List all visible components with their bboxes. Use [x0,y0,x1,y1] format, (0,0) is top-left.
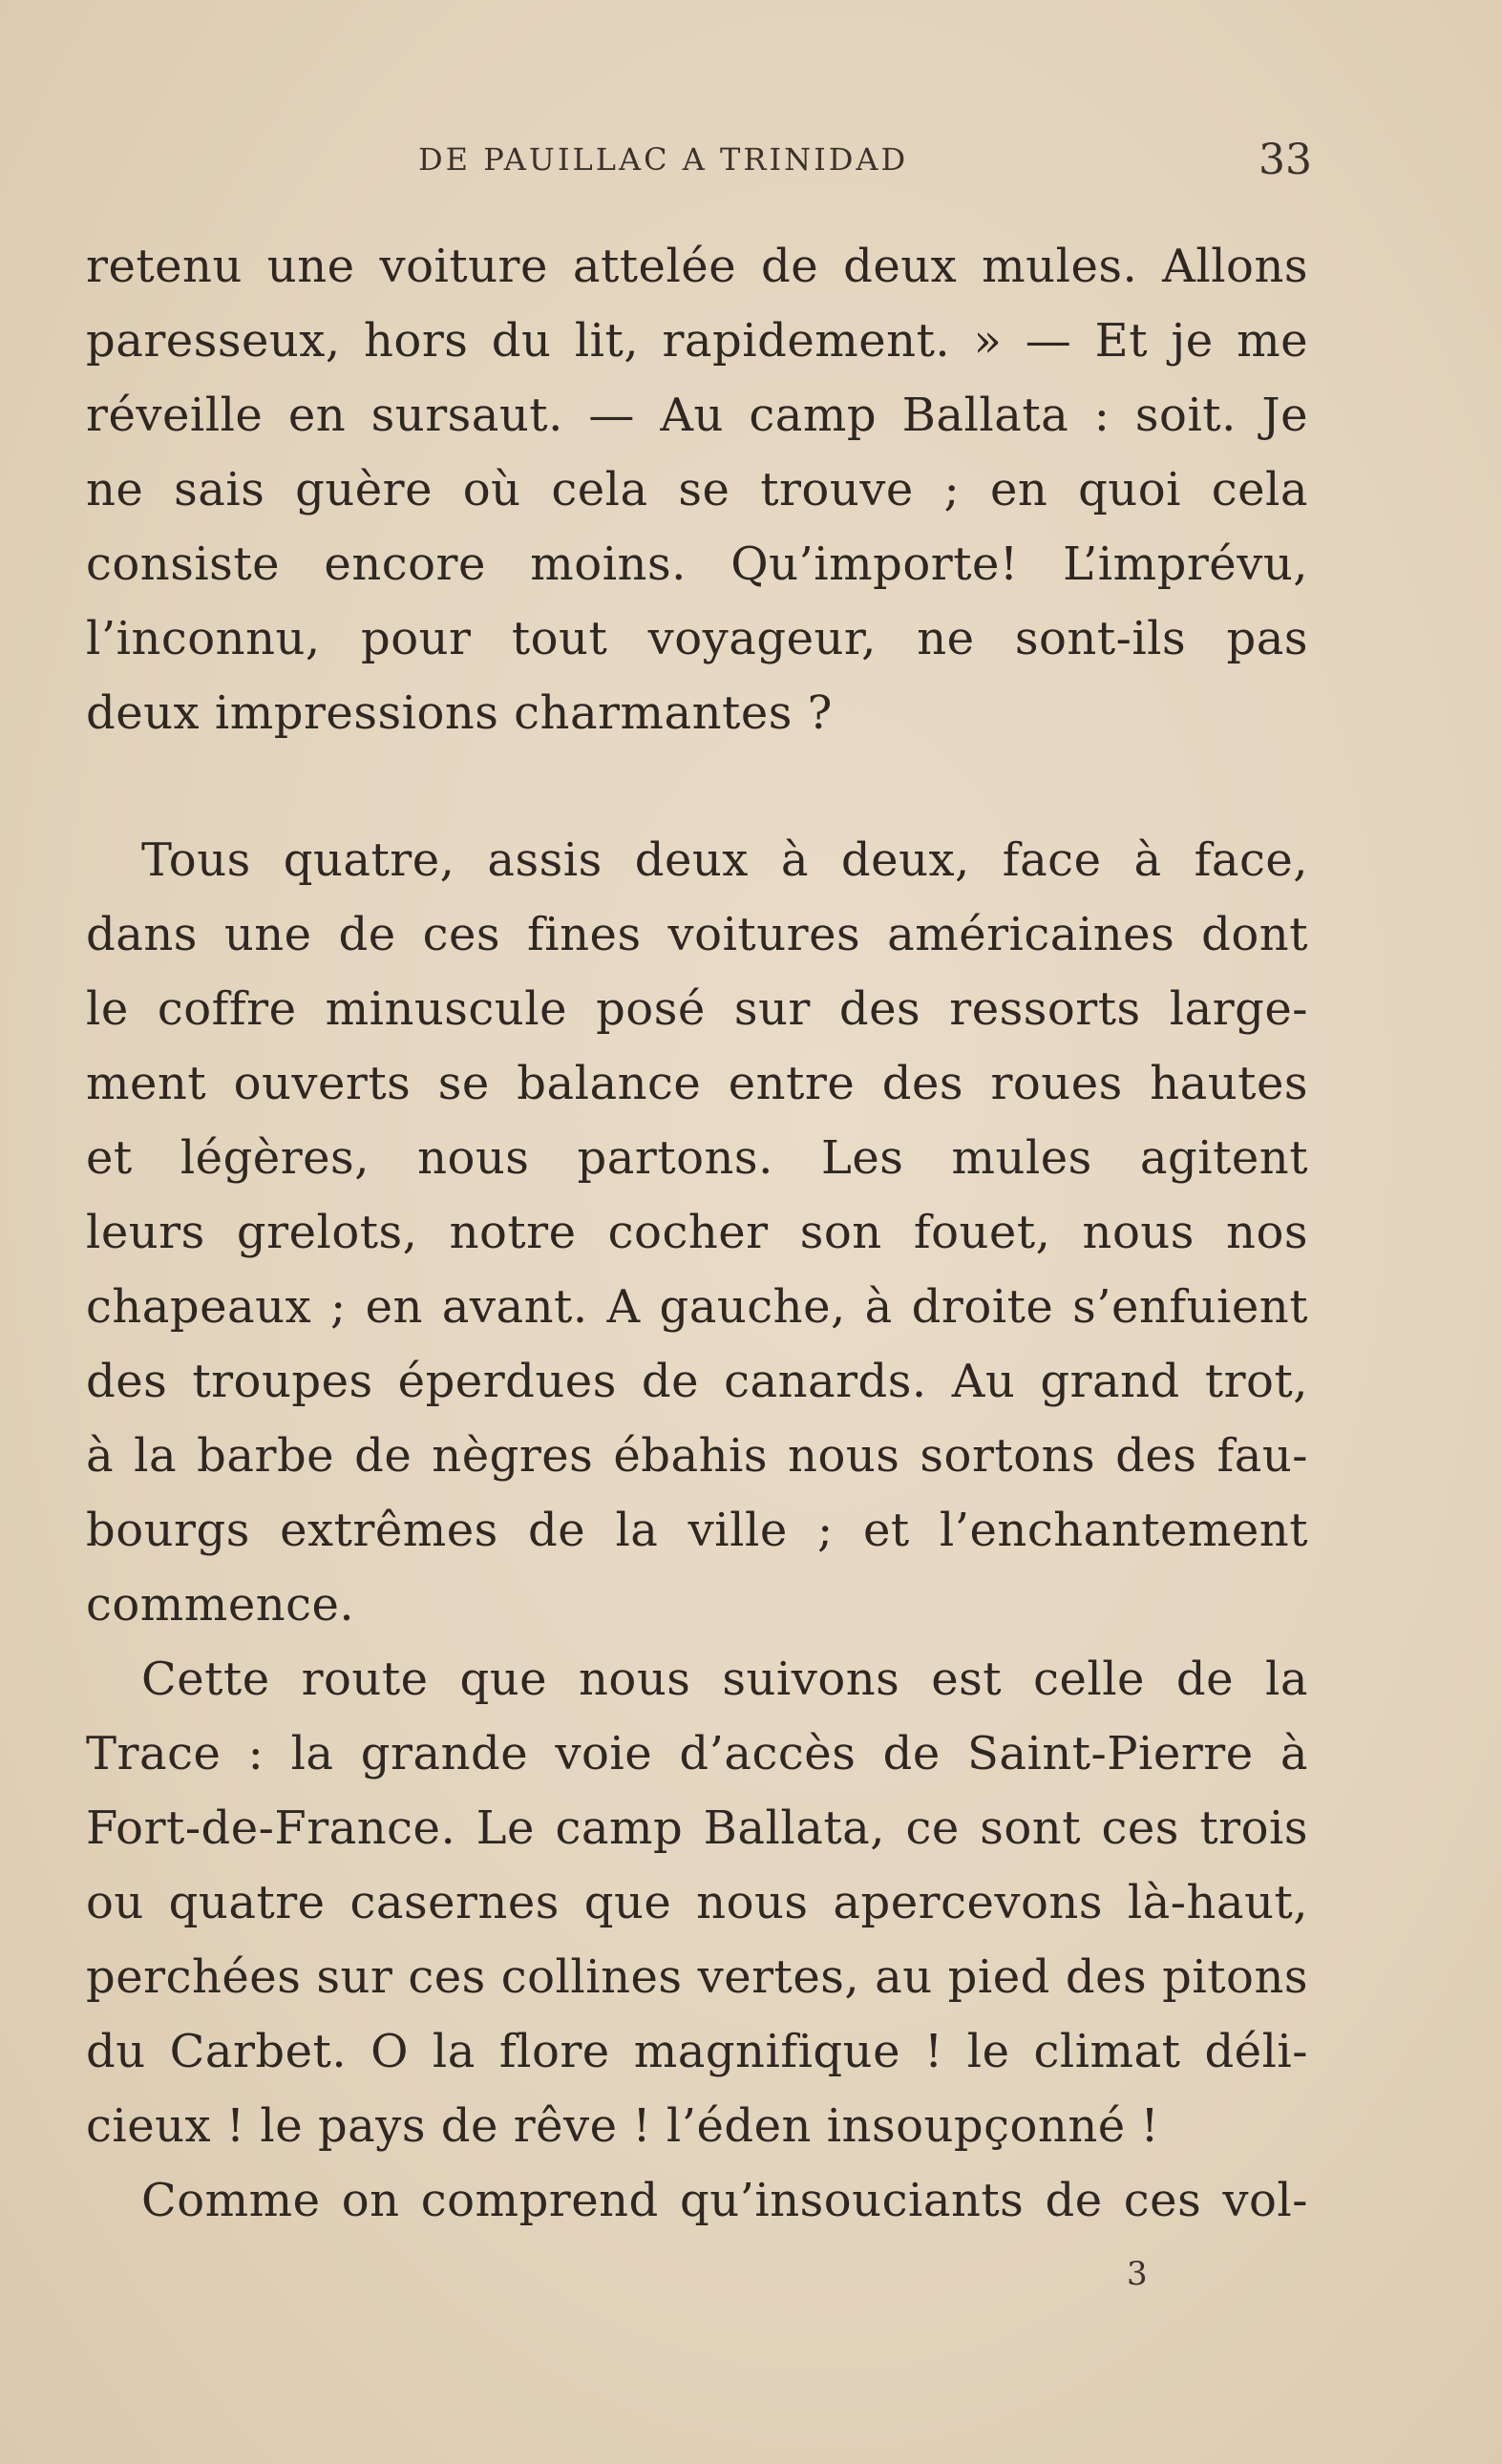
page-header [86,136,1312,184]
text-line: des troupes éperdues de canards. Au grand trot, [86,1355,1308,1408]
text-line: Comme on comprend qu’insouciants de ces vol- [141,2174,1308,2227]
page-number: 33 [1259,136,1312,184]
paragraph [86,229,1308,750]
text-line: consiste encore moins. Qu’importe! L’imprévu, [86,537,1308,591]
text-line: deux impressions charmantes ? [86,686,833,740]
text-line: ment ouverts se balance entre des roues hautes [86,1057,1308,1110]
body-text [86,229,1308,2238]
signature-mark: 3 [1127,2255,1148,2293]
text-line: Tous quatre, assis deux à deux, face à face, [141,833,1308,887]
text-line: Cette route que nous suivons est celle de la [141,1653,1308,1706]
running-head: DE PAUILLAC A TRINIDAD [418,141,909,178]
paragraph [86,823,1308,1642]
text-line: commence. [86,1578,355,1632]
paragraph [86,2163,1308,2238]
text-line: cieux ! le pays de rêve ! l’éden insoupçonné ! [86,2099,1160,2153]
text-line: ne sais guère où cela se trouve ; en quoi cela [86,463,1308,516]
text-line: l’inconnu, pour tout voyageur, ne sont-ils pas [86,612,1308,665]
text-line: bourgs extrêmes de la ville ; et l’enchantement [86,1504,1308,1557]
text-line: retenu une voiture attelée de deux mules. Allons [86,240,1308,293]
text-line: le coffre minuscule posé sur des ressorts large- [86,982,1308,1036]
text-line: paresseux, hors du lit, rapidement. » — Et je me [86,314,1308,368]
paragraph [86,1642,1308,2163]
text-line: Trace : la grande voie d’accès de Saint-Pierre à [86,1727,1308,1780]
text-line: chapeaux ; en avant. A gauche, à droite s’enfuient [86,1280,1308,1334]
text-line: Fort-de-France. Le camp Ballata, ce sont ces trois [86,1801,1308,1855]
text-line: perchées sur ces collines vertes, au pied des pitons [86,1950,1308,2004]
text-line: du Carbet. O la flore magnifique ! le climat déli- [86,2025,1308,2078]
text-line: leurs grelots, notre cocher son fouet, nous nos [86,1206,1308,1259]
text-line: ou quatre casernes que nous apercevons là-haut, [86,1876,1308,1929]
text-line: et légères, nous partons. Les mules agitent [86,1131,1308,1185]
text-line: dans une de ces fines voitures américaines dont [86,908,1308,961]
text-line: à la barbe de nègres ébahis nous sortons des fau- [86,1429,1308,1483]
section-gap [86,750,1308,823]
text-line: réveille en sursaut. — Au camp Ballata : soit. Je [86,389,1308,442]
